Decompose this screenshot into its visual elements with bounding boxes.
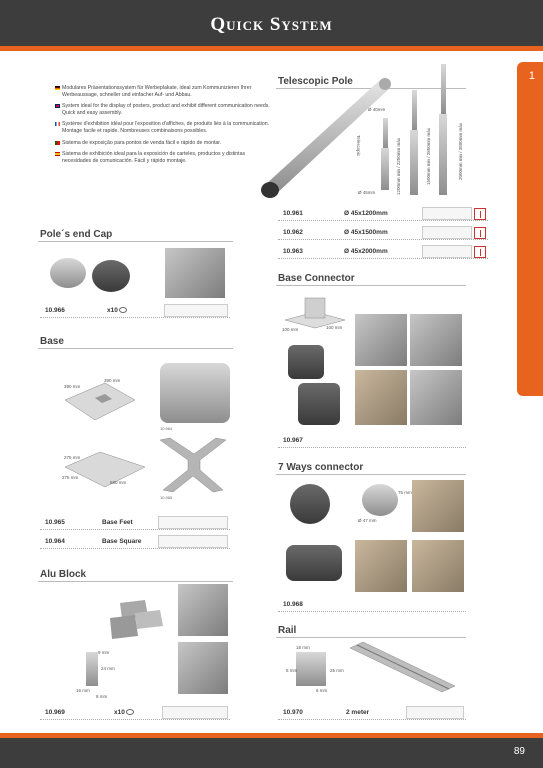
connector-grey-1 (288, 345, 324, 379)
alu-blocks-image (100, 598, 170, 643)
page-title: Quick System (210, 14, 333, 35)
baseconn-title: Base Connector (278, 273, 355, 284)
table-row (40, 516, 230, 530)
baseconn-photo-2 (410, 314, 462, 366)
alu-dim-a: 24 mm (101, 666, 115, 671)
base-rule (38, 348, 233, 349)
baseconn-rule (276, 285, 466, 286)
seven-open-connector-image (286, 545, 342, 581)
seven-connector-image (290, 484, 330, 524)
pole-mid-lower (410, 130, 418, 195)
intro-fr-text: Système d'exhibition idéal pour l'exposition d'affiches, de produits liés à la communication. Montage facile et rapide. Nombreuses combinaisons possibles. (62, 121, 270, 134)
row-code: 10.968 (283, 601, 303, 608)
dim-h3: 2000mm min / 3890mm máx (458, 122, 463, 180)
intro-pt (55, 140, 270, 147)
base-feet-photo (158, 436, 228, 494)
pole-upper-small (383, 118, 388, 148)
base-dim-e: 680 mm (110, 480, 127, 485)
intro-pt-text: Sistema de exposição para pontos de venda fácil e rápido de montar. (62, 139, 222, 146)
row-desc: Ø 45x1200mm (344, 210, 388, 217)
intro-uk (55, 103, 270, 116)
endcap-rule (38, 241, 233, 242)
rail-title: Rail (278, 625, 297, 636)
chapter-number: 1 (528, 70, 535, 82)
dim-h2: 1500mm min / 2850mm máx (426, 127, 431, 185)
price-box (422, 226, 472, 239)
telescopic-label: Telescopic (356, 135, 361, 157)
table-row (278, 706, 466, 720)
base-dim-c: 275 mm (64, 455, 81, 460)
connector-grey-2 (298, 383, 340, 425)
pole-lower-small (381, 148, 389, 190)
row-desc: Ø 45x1500mm (344, 229, 388, 236)
rail-photo (345, 640, 460, 695)
row-code: 10.964 (45, 538, 65, 545)
rail-dim-c: 25 mm (330, 668, 344, 673)
price-box (422, 207, 472, 220)
pack-icon (126, 709, 134, 715)
baseconn-dim-a: 100 mm (282, 327, 299, 332)
telescopic-pole-image (255, 60, 395, 205)
base-img1-label: 10.964 (160, 426, 173, 431)
uk-flag-icon (55, 104, 60, 108)
chapter-tab (517, 62, 543, 396)
baseconn-photo-1 (355, 314, 407, 366)
rail-rule (276, 637, 466, 638)
base-dim-b: 390 mm (104, 378, 121, 383)
row-code: 10.966 (45, 307, 65, 314)
table-row (278, 245, 488, 259)
pole-icon (474, 208, 486, 220)
intro-uk-text: System ideal for the display of posters, product and exhibit different communication needs. Quick and easy assembly. (62, 103, 270, 116)
base-title: Base (40, 336, 64, 347)
dim-h1: 1200mm min / 2250mm máx (396, 137, 401, 195)
alu-rule (38, 581, 233, 582)
alu-dim-d: 9 mm (98, 650, 110, 655)
row-code: 10.965 (45, 519, 65, 526)
intro-fr (55, 121, 270, 134)
row-code: 10.967 (283, 437, 303, 444)
seven-dim-b: 75 mm (398, 490, 412, 495)
seven-photo-2 (355, 540, 407, 592)
cap-on-pole-photo (165, 248, 225, 298)
rail-profile-drawing (296, 652, 326, 686)
table-row (278, 434, 466, 448)
german-flag-icon (55, 86, 60, 90)
endcap-title: Pole´s end Cap (40, 229, 113, 240)
row-desc: Ø 45x2000mm (344, 248, 388, 255)
table-row (278, 226, 488, 240)
alu-dim-b: 16 mm (76, 688, 90, 693)
page-number: 89 (513, 746, 525, 757)
table-row (40, 706, 230, 720)
row-desc: Base Square (102, 538, 142, 545)
alu-photo-bottom (178, 642, 228, 694)
price-box (406, 706, 464, 719)
header-stripe (0, 46, 543, 51)
pack-icon (119, 307, 127, 313)
pole-tall-upper (441, 64, 446, 114)
seven-photo-3 (412, 540, 464, 592)
portuguese-flag-icon (55, 141, 60, 145)
row-code: 10.969 (45, 709, 65, 716)
base-dim-a: 390 mm (64, 384, 81, 389)
intro-de (55, 85, 270, 98)
baseconn-photo-4 (410, 370, 462, 425)
dim-d40: Ø 40mm (368, 107, 386, 112)
qty-label: x10 (114, 709, 125, 716)
table-row (40, 304, 230, 318)
base-img2-label: 10.965 (160, 495, 173, 500)
row-code: 10.962 (283, 229, 303, 236)
row-desc: 2 meter (346, 709, 370, 716)
price-box (158, 535, 228, 548)
alu-block-drawing (86, 652, 98, 686)
rail-dim-b: 8 mm (286, 668, 298, 673)
price-box (162, 706, 228, 719)
table-row (278, 207, 488, 221)
price-box (422, 245, 472, 258)
pack-qty (114, 709, 134, 716)
pole-mid-upper (412, 90, 417, 130)
french-flag-icon (55, 122, 60, 126)
row-code: 10.961 (283, 210, 303, 217)
price-box (164, 304, 228, 317)
baseconn-photo-3 (355, 370, 407, 425)
alu-photo-top (178, 584, 228, 636)
spanish-flag-icon (55, 152, 60, 156)
intro-text (55, 85, 270, 169)
row-code: 10.970 (283, 709, 303, 716)
pole-tall-lower (439, 114, 447, 195)
baseconn-dim-b: 100 mm (326, 325, 343, 330)
table-row (278, 598, 466, 612)
black-cap-image (92, 260, 130, 292)
seven-dim-a: Ø 47 mm (358, 518, 377, 523)
seven-rule (276, 474, 466, 475)
alu-title: Alu Block (40, 569, 87, 580)
seven-photo-1 (412, 480, 464, 532)
rail-dim-d: 6 mm (316, 688, 328, 693)
price-box (158, 516, 228, 529)
intro-de-text: Modulares Präsentationssystem für Werbeplakate, ideal zum Kommunizieren Ihrer Werbeaussage, schneller und einfacher Auf- und Abbau. (62, 85, 252, 98)
dim-d45: Ø 45mm (358, 190, 376, 195)
gray-cap-image (50, 258, 86, 288)
seven-connector-drawing (362, 484, 398, 516)
intro-es-text: Sistema de exhibición ideal para la exposición de carteles, productos y distintas necesidades de comunicación. Fácil y rápido montaje. (62, 151, 246, 164)
qty-label: x10 (107, 307, 118, 314)
alu-dim-c: 8 mm (96, 694, 108, 699)
base-dim-d: 275 mm (62, 475, 79, 480)
table-row (40, 535, 230, 549)
row-desc: Base Feet (102, 519, 133, 526)
row-code: 10.963 (283, 248, 303, 255)
pole-icon (474, 246, 486, 258)
pack-qty (107, 307, 127, 314)
intro-es (55, 151, 270, 164)
pole-icon (474, 227, 486, 239)
base-square-photo (160, 363, 230, 423)
telescopic-title: Telescopic Pole (278, 76, 353, 87)
footer-bar (0, 738, 543, 768)
rail-dim-a: 18 mm (296, 645, 310, 650)
base-feet-drawing (60, 447, 150, 492)
seven-title: 7 Ways connector (278, 462, 364, 473)
